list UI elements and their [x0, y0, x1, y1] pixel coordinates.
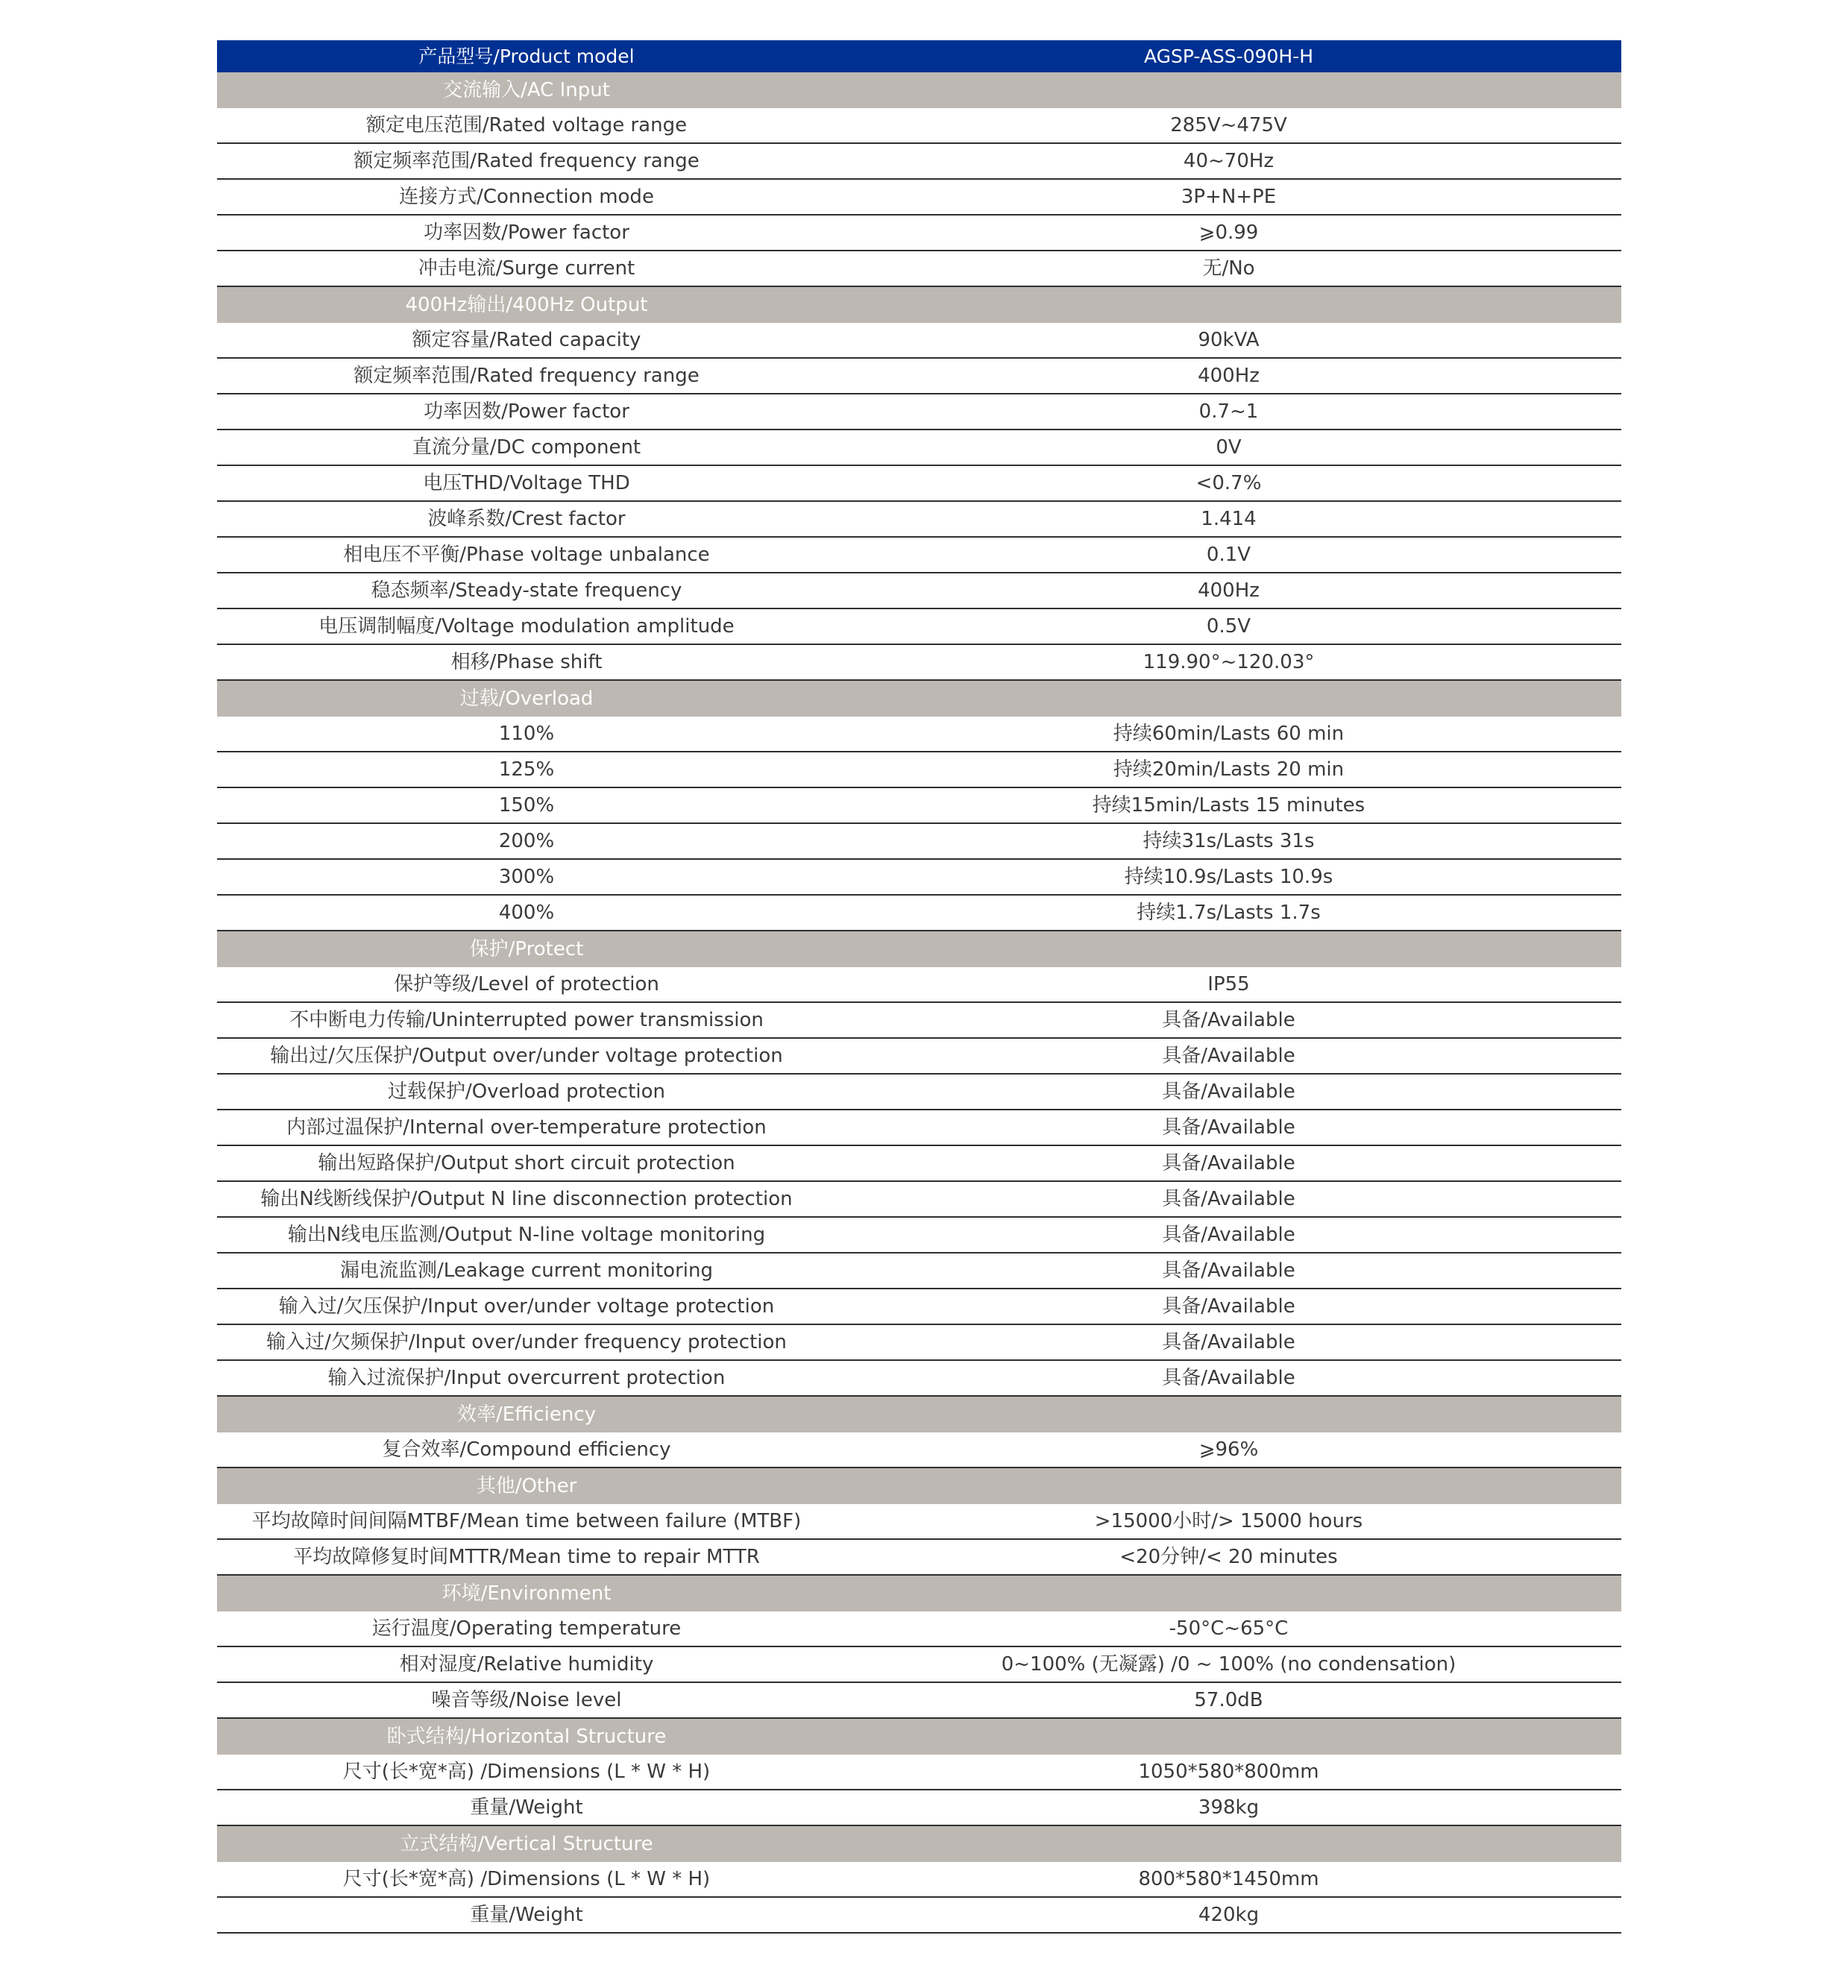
section-title: 卧式结构/Horizontal Structure: [386, 1726, 667, 1748]
row-label: 重量/Weight: [470, 1904, 583, 1926]
row-value: 0.5V: [1206, 615, 1251, 638]
row-label: 150%: [498, 794, 555, 817]
table-row: [217, 1253, 1621, 1289]
row-value: 具备/Available: [1162, 1188, 1295, 1210]
table-row: [217, 967, 1621, 1003]
section-header-row: [217, 1719, 1621, 1755]
row-label: 300%: [498, 866, 555, 888]
row-label: 尺寸(长*宽*高) /Dimensions (L * W * H): [342, 1868, 711, 1890]
row-label: 电压调制幅度/Voltage modulation amplitude: [318, 615, 735, 638]
row-value: 3P+N+PE: [1181, 186, 1277, 208]
table-row: [217, 1504, 1621, 1540]
section-title: 立式结构/Vertical Structure: [400, 1833, 653, 1855]
row-value: 持续1.7s/Lasts 1.7s: [1137, 902, 1321, 924]
section-title: 效率/Efficiency: [457, 1403, 596, 1426]
row-value: 398kg: [1198, 1796, 1260, 1819]
row-value: <20分钟/< 20 minutes: [1119, 1546, 1338, 1568]
section-header-row: [217, 681, 1621, 717]
row-value: 具备/Available: [1162, 1367, 1295, 1389]
row-label: 重量/Weight: [470, 1796, 583, 1819]
table-row: [217, 538, 1621, 573]
table-row: [217, 609, 1621, 645]
row-label: 输入过流保护/Input overcurrent protection: [327, 1367, 726, 1389]
row-value: 持续20min/Lasts 20 min: [1113, 758, 1345, 781]
table-row: [217, 860, 1621, 896]
row-value: 420kg: [1198, 1904, 1260, 1926]
header-label: 产品型号/Product model: [418, 45, 635, 67]
table-row: [217, 1611, 1621, 1647]
row-value: IP55: [1207, 973, 1250, 995]
table-row: [217, 752, 1621, 788]
section-header-row: [217, 1397, 1621, 1432]
row-label: 输出N线断线保护/Output N line disconnection protection: [260, 1188, 793, 1210]
section-title: 交流输入/AC Input: [443, 79, 610, 101]
table-row: [217, 1075, 1621, 1110]
row-value: 285V~475V: [1170, 114, 1287, 136]
table-row: [217, 466, 1621, 502]
table-row: [217, 180, 1621, 216]
row-label: 过载保护/Overload protection: [388, 1080, 665, 1103]
row-value: 57.0dB: [1194, 1689, 1263, 1711]
row-value: >15000小时/> 15000 hours: [1094, 1510, 1363, 1532]
row-label: 不中断电力传输/Uninterrupted power transmission: [289, 1009, 764, 1031]
section-title: 400Hz输出/400Hz Output: [405, 294, 648, 316]
row-label: 冲击电流/Surge current: [418, 257, 635, 280]
row-value: 具备/Available: [1162, 1009, 1295, 1031]
table-row: [217, 1218, 1621, 1253]
row-value: 90kVA: [1198, 329, 1260, 351]
table-row: [217, 717, 1621, 752]
row-value: ⩾0.99: [1198, 221, 1259, 244]
row-label: 内部过温保护/Internal over-temperature protection: [286, 1116, 767, 1139]
row-value: 具备/Available: [1162, 1152, 1295, 1174]
section-title: 过载/Overload: [459, 688, 594, 710]
row-label: 额定频率范围/Rated frequency range: [353, 150, 700, 172]
row-label: 噪音等级/Noise level: [431, 1689, 622, 1711]
row-label: 功率因数/Power factor: [424, 221, 629, 244]
table-row: [217, 1683, 1621, 1719]
table-row: [217, 1146, 1621, 1182]
row-label: 110%: [498, 723, 555, 745]
table-row: [217, 824, 1621, 860]
row-value: 持续15min/Lasts 15 minutes: [1092, 794, 1365, 817]
section-title: 其他/Other: [476, 1475, 577, 1497]
row-label: 漏电流监测/Leakage current monitoring: [339, 1259, 713, 1282]
table-row: [217, 394, 1621, 430]
row-label: 功率因数/Power factor: [424, 400, 629, 423]
table-row: [217, 1003, 1621, 1039]
table-row: [217, 1182, 1621, 1218]
table-row: [217, 1898, 1621, 1934]
row-value: 0V: [1216, 436, 1242, 459]
row-value: 40~70Hz: [1183, 150, 1275, 172]
spec-table: [217, 40, 1621, 1934]
row-label: 输出过/欠压保护/Output over/under voltage protection: [270, 1045, 783, 1067]
row-label: 直流分量/DC component: [412, 436, 641, 459]
row-label: 额定电压范围/Rated voltage range: [365, 114, 688, 136]
row-value: 1050*580*800mm: [1138, 1761, 1319, 1783]
table-row: [217, 896, 1621, 931]
table-row: [217, 323, 1621, 359]
row-value: 具备/Available: [1162, 1259, 1295, 1282]
row-label: 平均故障时间间隔MTBF/Mean time between failure (MTBF): [251, 1510, 802, 1532]
row-value: 具备/Available: [1162, 1045, 1295, 1067]
row-label: 平均故障修复时间MTTR/Mean time to repair MTTR: [293, 1546, 760, 1568]
row-value: 800*580*1450mm: [1138, 1868, 1319, 1890]
row-value: 0.1V: [1206, 544, 1251, 566]
table-row: [217, 1289, 1621, 1325]
table-body: [217, 72, 1621, 1934]
table-row: [217, 1325, 1621, 1361]
table-row: [217, 359, 1621, 394]
row-label: 输入过/欠压保护/Input over/under voltage protection: [278, 1295, 775, 1318]
table-row: [217, 1110, 1621, 1146]
row-label: 400%: [498, 902, 555, 924]
row-label: 稳态频率/Steady-state frequency: [371, 579, 682, 602]
row-label: 125%: [498, 758, 555, 781]
table-row: [217, 1361, 1621, 1397]
row-label: 复合效率/Compound efficiency: [382, 1438, 671, 1461]
row-value: ⩾96%: [1198, 1438, 1259, 1461]
row-label: 额定频率范围/Rated frequency range: [353, 365, 700, 387]
row-value: 具备/Available: [1162, 1116, 1295, 1139]
section-header-row: [217, 1576, 1621, 1611]
row-value: 0~100% (无凝露) /0 ~ 100% (no condensation): [1001, 1653, 1456, 1676]
row-label: 保护等级/Level of protection: [394, 973, 659, 995]
header-value: AGSP-ASS-090H-H: [1143, 45, 1314, 67]
row-value: 具备/Available: [1162, 1331, 1295, 1353]
row-value: 具备/Available: [1162, 1295, 1295, 1318]
table-row: [217, 1862, 1621, 1898]
table-row: [217, 645, 1621, 681]
table-row: [217, 108, 1621, 144]
row-value: 具备/Available: [1162, 1080, 1295, 1103]
table-row: [217, 1755, 1621, 1790]
table-row: [217, 502, 1621, 538]
row-value: 0.7~1: [1198, 400, 1259, 423]
row-label: 相移/Phase shift: [450, 651, 603, 673]
table-row: [217, 144, 1621, 180]
table-row: [217, 1540, 1621, 1576]
row-label: 输出短路保护/Output short circuit protection: [318, 1152, 735, 1174]
row-value: 1.414: [1201, 508, 1257, 530]
section-header-row: [217, 1468, 1621, 1504]
table-row: [217, 1790, 1621, 1826]
row-label: 波峰系数/Crest factor: [427, 508, 626, 530]
table-row: [217, 251, 1621, 287]
row-label: 电压THD/Voltage THD: [423, 472, 630, 494]
row-value: <0.7%: [1195, 472, 1262, 494]
table-row: [217, 788, 1621, 824]
section-title: 环境/Environment: [441, 1582, 612, 1605]
row-label: 连接方式/Connection mode: [399, 186, 654, 208]
row-value: 119.90°~120.03°: [1143, 651, 1315, 673]
section-header-row: [217, 931, 1621, 967]
table-header-row: [217, 40, 1621, 72]
row-label: 运行温度/Operating temperature: [371, 1617, 682, 1640]
table-row: [217, 216, 1621, 251]
row-label: 相电压不平衡/Phase voltage unbalance: [343, 544, 710, 566]
row-value: 400Hz: [1198, 365, 1260, 387]
section-header-row: [217, 1826, 1621, 1862]
table-row: [217, 1039, 1621, 1075]
row-label: 输出N线电压监测/Output N-line voltage monitoring: [287, 1224, 766, 1246]
row-value: 400Hz: [1198, 579, 1260, 602]
row-label: 额定容量/Rated capacity: [412, 329, 641, 351]
table-row: [217, 573, 1621, 609]
row-label: 相对湿度/Relative humidity: [399, 1653, 654, 1676]
row-label: 尺寸(长*宽*高) /Dimensions (L * W * H): [342, 1761, 711, 1783]
row-value: 持续10.9s/Lasts 10.9s: [1124, 866, 1333, 888]
section-header-row: [217, 287, 1621, 323]
row-value: 持续60min/Lasts 60 min: [1113, 723, 1345, 745]
table-row: [217, 430, 1621, 466]
row-value: 具备/Available: [1162, 1224, 1295, 1246]
section-header-row: [217, 72, 1621, 108]
row-value: -50°C~65°C: [1169, 1617, 1289, 1640]
row-value: 无/No: [1202, 257, 1255, 280]
row-value: 持续31s/Lasts 31s: [1143, 830, 1315, 852]
row-label: 输入过/欠频保护/Input over/under frequency protection: [266, 1331, 787, 1353]
table-row: [217, 1432, 1621, 1468]
table-row: [217, 1647, 1621, 1683]
row-label: 200%: [498, 830, 555, 852]
section-title: 保护/Protect: [469, 938, 584, 960]
